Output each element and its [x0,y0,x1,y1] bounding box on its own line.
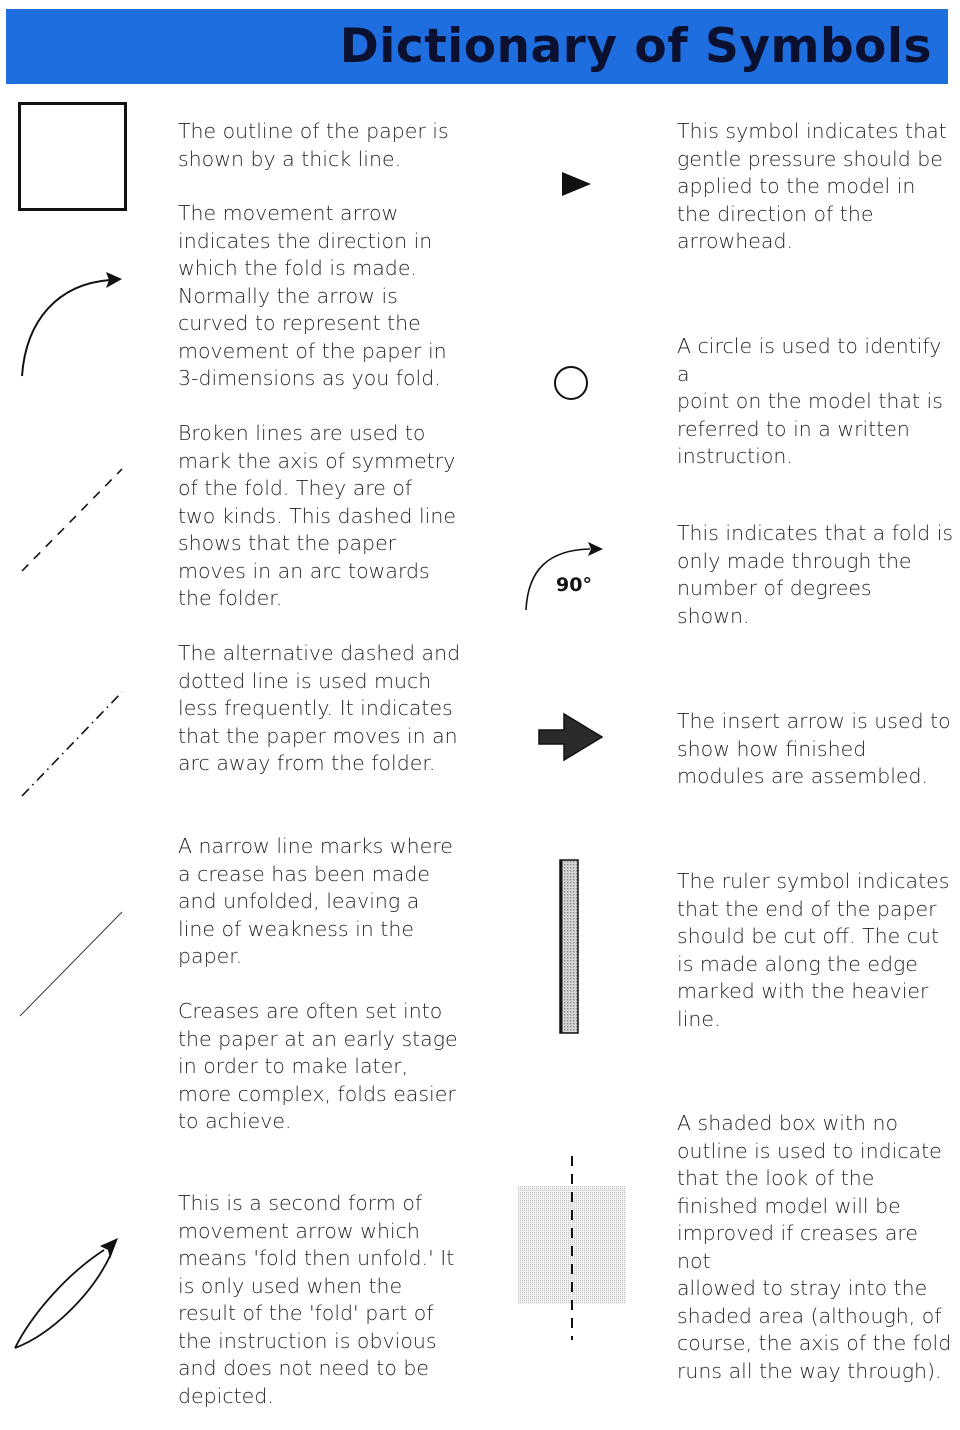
circle-point-icon [552,364,590,402]
dash-dot-line-icon [18,688,128,800]
ruler-icon [558,858,582,1036]
square-outline-icon [18,102,128,212]
symbol-description: This is a second form of movement arrow which means 'fold then unfold.' It is only used when the result of the 'fold' part of the instruction is obvious and does not need to be depicted. [178,1191,455,1408]
pressure-arrowhead-icon [560,170,594,198]
degree-label: 90° [556,574,592,596]
symbol-description: The alternative dashed and dotted line is used much less frequently. It indicates that the paper moves in an arc away from the folder. [178,641,461,775]
symbol-description: This symbol indicates that gentle pressure should be applied to the model in the direction of the arrowhead. [677,119,947,253]
crease-line-icon [18,910,128,1020]
insert-arrow-icon [538,712,606,762]
fold-unfold-arrow-icon [12,1234,124,1352]
symbol-description: The movement arrow indicates the direction in which the fold is made. Normally the arrow is curved to represent the movement of the paper in 3-dimensions as you fold. [178,201,447,390]
dashed-line-icon [18,465,128,575]
degree-arrow-icon [520,540,610,612]
symbol-description: This indicates that a fold is only made through the number of degrees shown. [677,521,954,628]
symbol-description: The outline of the paper is shown by a thick line. [178,119,449,171]
shaded-box-icon [516,1154,628,1342]
page-title: Dictionary of Symbols [339,19,932,74]
symbol-description: Broken lines are used to mark the axis of symmetry of the fold. They are of two kinds. This dashed line shows that the paper moves in an arc towards the folder. [178,421,456,610]
symbol-description: A shaded box with no outline is used to indicate that the look of the finished model will be improved if creases are not allowed to stray into the shaded area (although, of course, the axis of the fold runs all the way through). [677,1111,952,1383]
symbol-description: A narrow line marks where a crease has been made and unfolded, leaving a line of weakness in the paper. [178,834,453,968]
title-banner [6,9,948,84]
symbol-description: The ruler symbol indicates that the end of the paper should be cut off. The cut is made along the edge marked with the heavier line. [677,869,950,1031]
curved-movement-arrow-icon [18,270,128,380]
symbol-description: A circle is used to identify a point on the model that is referred to in a written instruction. [677,334,943,468]
symbol-description: The insert arrow is used to show how finished modules are assembled. [677,709,951,788]
symbol-description: Creases are often set into the paper at an early stage in order to make later, more complex, folds easier to achieve. [178,999,458,1133]
